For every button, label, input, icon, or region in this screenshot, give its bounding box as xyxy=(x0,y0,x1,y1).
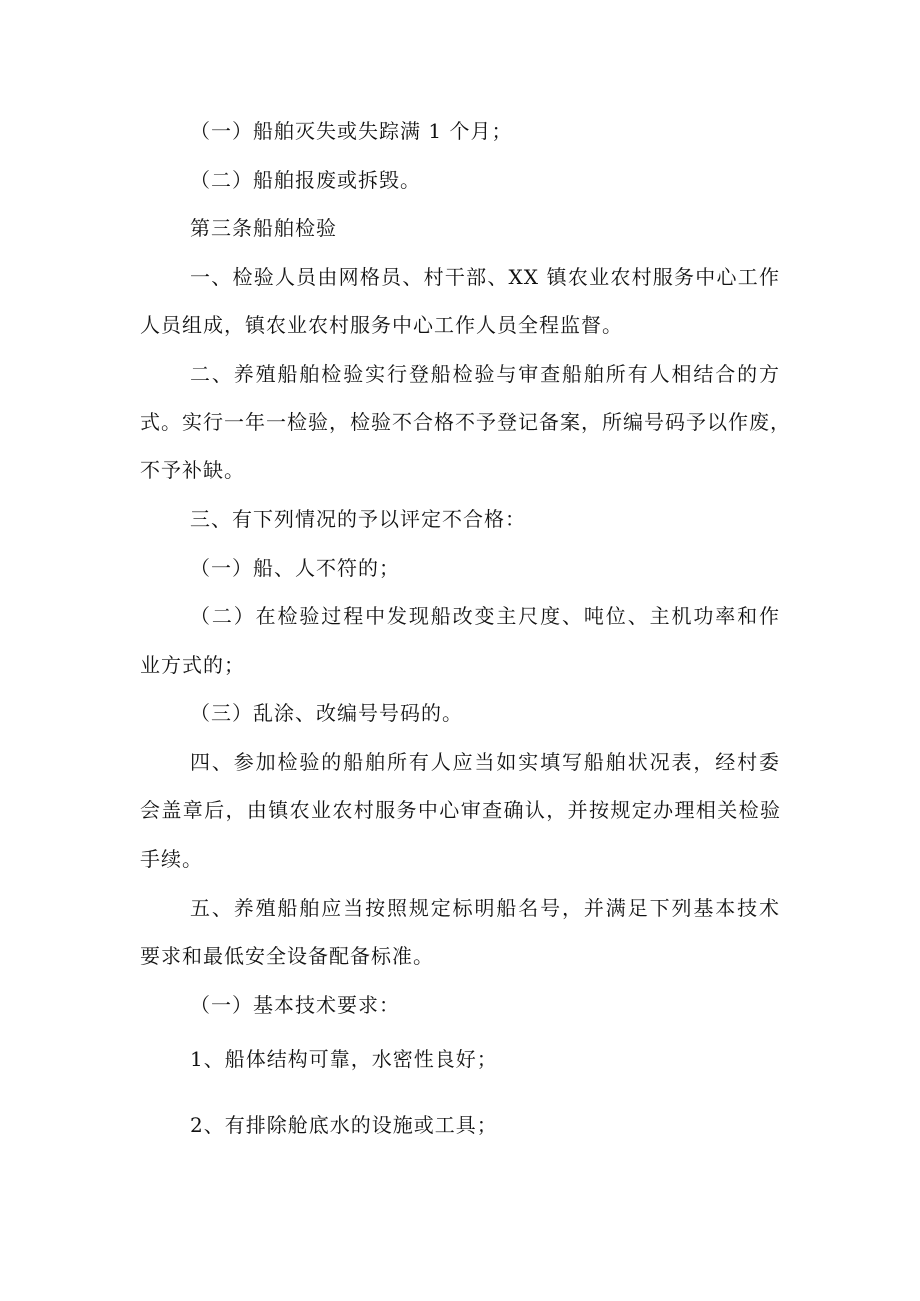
paragraph-2-line-2 xyxy=(140,408,791,436)
paragraph-item-1 xyxy=(190,117,512,145)
text-line: 二、养殖船舶检验实行登船检验与审查船舶所有人相结合的方 xyxy=(190,362,780,386)
text-line: 五、养殖船舶应当按照规定标明船名号，并满足下列基本技术 xyxy=(190,896,780,920)
list-item-2-line-1 xyxy=(190,602,780,630)
text-line: 四、参加检验的船舶所有人应当如实填写船舶状况表，经村委 xyxy=(190,750,780,774)
paragraph-4-line-1 xyxy=(190,748,780,776)
list-item-1 xyxy=(190,554,400,582)
text-line: 要求和最低安全设备配备标准。 xyxy=(140,944,434,968)
list-item-3 xyxy=(190,699,463,727)
text-line: 人员组成，镇农业农村服务中心工作人员全程监督。 xyxy=(140,313,623,337)
text-line: 业方式的； xyxy=(140,653,245,677)
text-line: （三）乱涂、改编号号码的。 xyxy=(190,701,463,725)
text-line: （一）基本技术要求： xyxy=(190,993,400,1017)
text-line: 手续。 xyxy=(140,847,203,871)
text-line: 第三条船舶检验 xyxy=(190,216,337,240)
text-line: 会盖章后，由镇农业农村服务中心审查确认，并按规定办理相关检验 xyxy=(140,798,781,822)
text-line: 式。实行一年一检验，检验不合格不予登记备案，所编号码予以作废， xyxy=(140,410,791,434)
paragraph-5-line-1 xyxy=(190,894,780,922)
text-line: 三、有下列情况的予以评定不合格： xyxy=(190,507,526,531)
paragraph-item-2 xyxy=(190,166,421,194)
text-line: 2、有排除舱底水的设施或工具； xyxy=(190,1113,498,1137)
requirement-item-1 xyxy=(190,1045,498,1073)
paragraph-5-line-2 xyxy=(140,942,434,970)
paragraph-4-line-2 xyxy=(140,796,781,824)
paragraph-1-line-2 xyxy=(140,311,623,339)
paragraph-2-line-1 xyxy=(190,360,780,388)
text-line: （二）在检验过程中发现船改变主尺度、吨位、主机功率和作 xyxy=(190,604,780,628)
paragraph-3-heading xyxy=(190,505,526,533)
text-line: 不予补缺。 xyxy=(140,458,245,482)
section-heading-article-3 xyxy=(190,214,337,242)
subsection-heading xyxy=(190,991,400,1019)
text-line: （二）船舶报废或拆毁。 xyxy=(190,168,421,192)
list-item-2-line-2 xyxy=(140,651,245,679)
paragraph-2-line-3 xyxy=(140,456,245,484)
text-line: 一、检验人员由网格员、村干部、XX 镇农业农村服务中心工作 xyxy=(190,265,780,289)
requirement-item-2 xyxy=(190,1111,498,1139)
paragraph-1-line-1 xyxy=(190,263,780,291)
paragraph-4-line-3 xyxy=(140,845,203,873)
text-line: 1、船体结构可靠，水密性良好； xyxy=(190,1047,498,1071)
text-line: （一）船、人不符的； xyxy=(190,556,400,580)
text-line: （一）船舶灭失或失踪满 1 个月； xyxy=(190,119,513,143)
